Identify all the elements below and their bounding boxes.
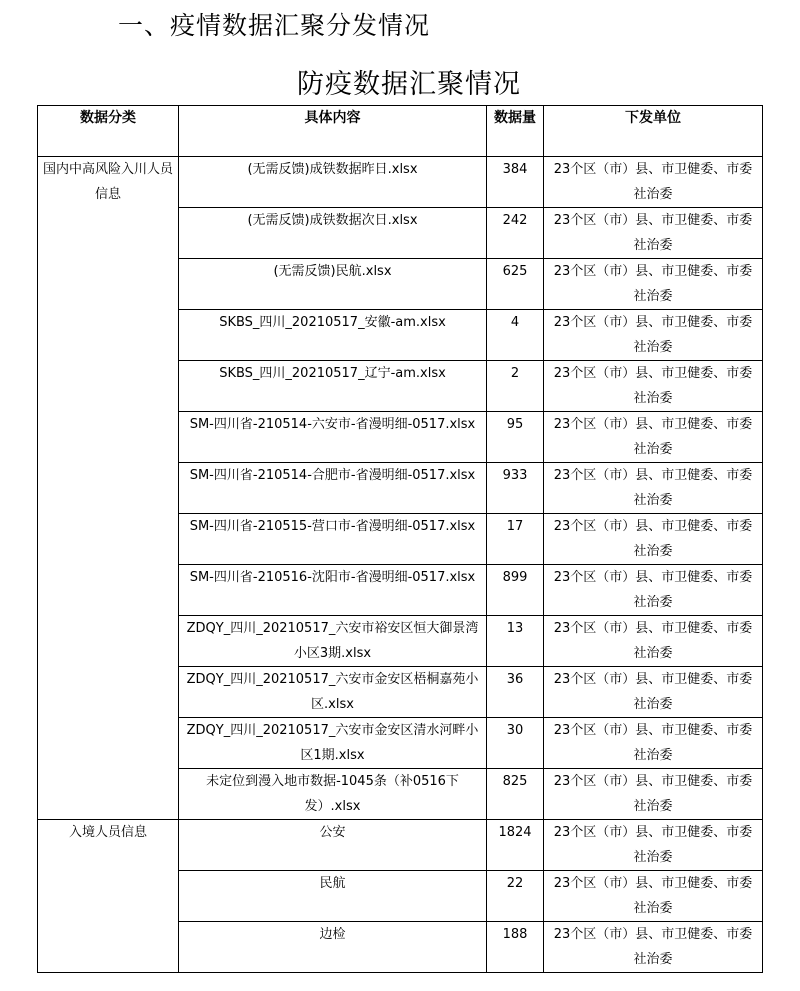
count-cell: 17	[487, 514, 544, 565]
count-cell: 899	[487, 565, 544, 616]
content-cell: (无需反馈)成铁数据昨日.xlsx	[179, 157, 487, 208]
category-cell: 入境人员信息	[38, 820, 179, 973]
column-header-count: 数据量	[487, 106, 544, 157]
content-cell: 未定位到漫入地市数据-1045条（补0516下发）.xlsx	[179, 769, 487, 820]
column-header-category: 数据分类	[38, 106, 179, 157]
units-cell: 23个区（市）县、市卫健委、市委社治委	[544, 820, 763, 871]
count-cell: 384	[487, 157, 544, 208]
content-cell: SM-四川省-210514-合肥市-省漫明细-0517.xlsx	[179, 463, 487, 514]
content-cell: ZDQY_四川_20210517_六安市金安区梧桐嘉苑小区.xlsx	[179, 667, 487, 718]
content-cell: SM-四川省-210516-沈阳市-省漫明细-0517.xlsx	[179, 565, 487, 616]
units-cell: 23个区（市）县、市卫健委、市委社治委	[544, 208, 763, 259]
units-cell: 23个区（市）县、市卫健委、市委社治委	[544, 361, 763, 412]
data-aggregation-table	[37, 105, 763, 973]
content-cell: 边检	[179, 922, 487, 973]
count-cell: 22	[487, 871, 544, 922]
units-cell: 23个区（市）县、市卫健委、市委社治委	[544, 922, 763, 973]
units-cell: 23个区（市）县、市卫健委、市委社治委	[544, 871, 763, 922]
content-cell: (无需反馈)成铁数据次日.xlsx	[179, 208, 487, 259]
content-cell: ZDQY_四川_20210517_六安市金安区清水河畔小区1期.xlsx	[179, 718, 487, 769]
table-body	[38, 157, 763, 973]
units-cell: 23个区（市）县、市卫健委、市委社治委	[544, 463, 763, 514]
count-cell: 13	[487, 616, 544, 667]
section-heading: 一、疫情数据汇聚分发情况	[118, 11, 431, 40]
count-cell: 625	[487, 259, 544, 310]
content-cell: ZDQY_四川_20210517_六安市裕安区恒大御景湾小区3期.xlsx	[179, 616, 487, 667]
content-cell: 民航	[179, 871, 487, 922]
units-cell: 23个区（市）县、市卫健委、市委社治委	[544, 259, 763, 310]
count-cell: 2	[487, 361, 544, 412]
units-cell: 23个区（市）县、市卫健委、市委社治委	[544, 514, 763, 565]
units-cell: 23个区（市）县、市卫健委、市委社治委	[544, 310, 763, 361]
category-cell: 国内中高风险入川人员信息	[38, 157, 179, 820]
content-cell: SKBS_四川_20210517_安徽-am.xlsx	[179, 310, 487, 361]
column-header-content: 具体内容	[179, 106, 487, 157]
content-cell: (无需反馈)民航.xlsx	[179, 259, 487, 310]
count-cell: 825	[487, 769, 544, 820]
content-cell: 公安	[179, 820, 487, 871]
content-cell: SM-四川省-210515-营口市-省漫明细-0517.xlsx	[179, 514, 487, 565]
units-cell: 23个区（市）县、市卫健委、市委社治委	[544, 157, 763, 208]
count-cell: 4	[487, 310, 544, 361]
units-cell: 23个区（市）县、市卫健委、市委社治委	[544, 718, 763, 769]
units-cell: 23个区（市）县、市卫健委、市委社治委	[544, 769, 763, 820]
content-cell: SM-四川省-210514-六安市-省漫明细-0517.xlsx	[179, 412, 487, 463]
table-row	[38, 157, 763, 208]
count-cell: 242	[487, 208, 544, 259]
units-cell: 23个区（市）县、市卫健委、市委社治委	[544, 616, 763, 667]
content-cell: SKBS_四川_20210517_辽宁-am.xlsx	[179, 361, 487, 412]
count-cell: 36	[487, 667, 544, 718]
count-cell: 188	[487, 922, 544, 973]
column-header-units: 下发单位	[544, 106, 763, 157]
table-row	[38, 820, 763, 871]
units-cell: 23个区（市）县、市卫健委、市委社治委	[544, 667, 763, 718]
count-cell: 95	[487, 412, 544, 463]
units-cell: 23个区（市）县、市卫健委、市委社治委	[544, 412, 763, 463]
table-header-row	[38, 106, 763, 157]
units-cell: 23个区（市）县、市卫健委、市委社治委	[544, 565, 763, 616]
count-cell: 30	[487, 718, 544, 769]
table-title: 防疫数据汇聚情况	[297, 69, 521, 100]
count-cell: 933	[487, 463, 544, 514]
count-cell: 1824	[487, 820, 544, 871]
